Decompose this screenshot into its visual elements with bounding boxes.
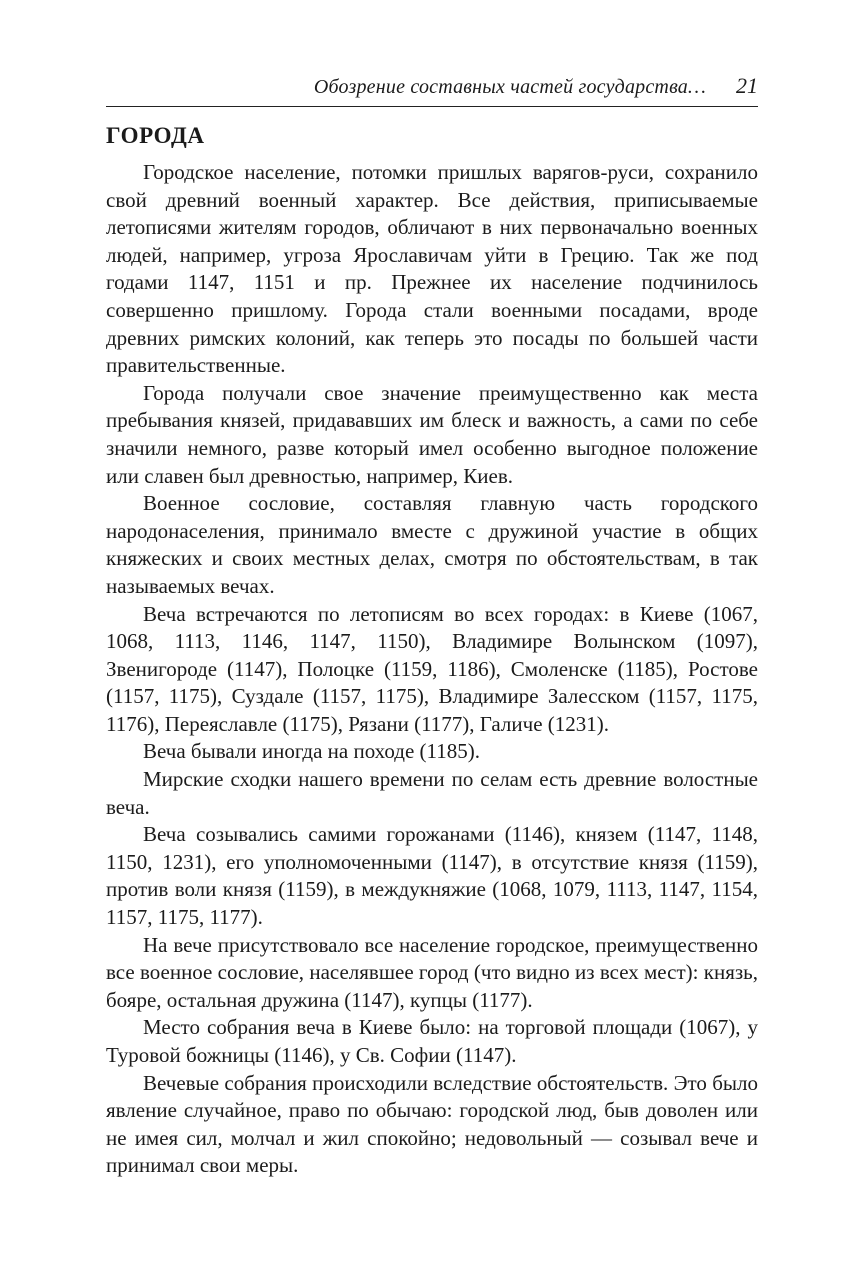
paragraph: Городское население, потомки пришлых варягов-руси, сохранило свой древний военный характер. Все действия, приписываемые летописями жителям городов, обличают в них первоначально военных людей, например, угроза Ярославичам уйти в Грецию. Так же под годами 1147, 1151 и пр. Прежнее их население подчинилось совершенно пришлому. Города стали военными посадами, вроде древних римских колоний, как теперь это посады по большей части правительственные. xyxy=(106,160,758,378)
body-text xyxy=(106,159,758,1180)
paragraph: Вечевые собрания происходили вследствие обстоятельств. Это было явление случайное, право по обычаю: городской люд, быв доволен или не имея сил, молчал и жил спокойно; недовольный — созывал вече и принимал свои меры. xyxy=(106,1070,758,1178)
section-title: ГОРОДА xyxy=(106,123,205,148)
running-title: Обозрение составных частей государства… xyxy=(313,76,706,98)
paragraph: Веча бывали иногда на походе (1185). xyxy=(143,739,480,764)
running-header xyxy=(106,72,758,107)
paragraph: Города получали свое значение преимущественно как места пребывания князей, придававших им блеск и важность, а сами по себе значили немного, разве который имел особенно выгодное положение или славен был древностью, например, Киев. xyxy=(106,380,758,488)
paragraph: Мирские сходки нашего времени по селам есть древние волостные веча. xyxy=(106,767,758,819)
paragraph: Место собрания веча в Киеве было: на торговой площади (1067), у Туровой божницы (1146), у Св. Софии (1147). xyxy=(106,1015,758,1067)
page-number: 21 xyxy=(736,73,758,98)
paragraph: Веча встречаются по летописям во всех городах: в Киеве (1067, 1068, 1113, 1146, 1147, 1150), Владимире Волынском (1097), Звенигороде (1147), Полоцке (1159, 1186), Смоленске (1185), Ростове (1157, 1175), Суздале (1157, 1175), Владимире Залесском (1157, 1175, 1176), Переяславле (1175), Рязани (1177), Галиче (1231). xyxy=(106,601,758,736)
book-page xyxy=(106,72,758,1180)
paragraph: На вече присутствовало все население городское, преимущественно все военное сословие, населявшее город (что видно из всех мест): князь, бояре, остальная дружина (1147), купцы (1177). xyxy=(106,932,758,1012)
paragraph: Веча созывались самими горожанами (1146), князем (1147, 1148, 1150, 1231), его уполномоченными (1147), в отсутствие князя (1159), против воли князя (1159), в междукняжие (1068, 1079, 1113, 1147, 1154, 1157, 1175, 1177). xyxy=(106,822,758,930)
paragraph: Военное сословие, составляя главную часть городского народонаселения, принимало вместе с дружиной участие в общих княжеских и своих местных делах, смотря по обстоятельствам, в так называемых вечах. xyxy=(106,491,758,598)
